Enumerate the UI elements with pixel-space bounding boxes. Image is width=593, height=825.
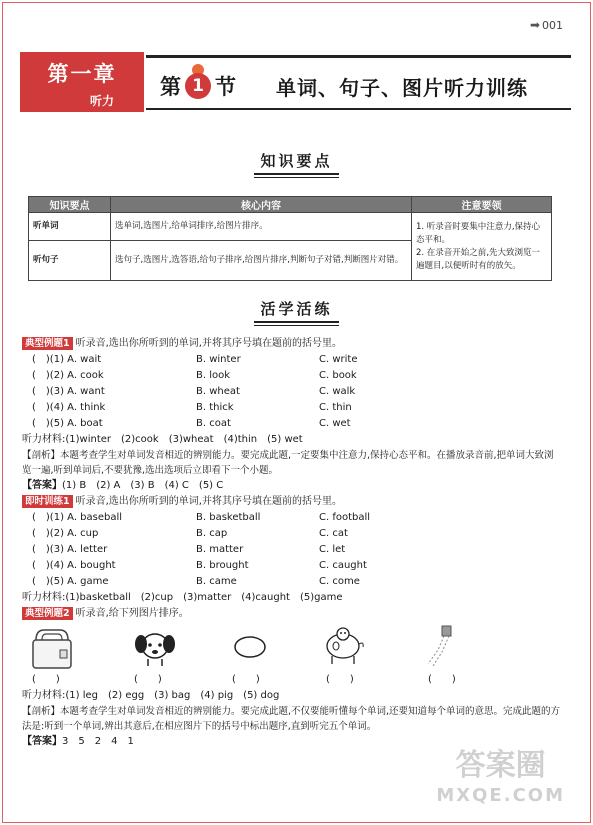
knowledge-heading: 知识要点 xyxy=(254,150,338,175)
listening-material: 听力材料:(1)basketball (2)cup (3)matter (4)caught (5)game xyxy=(22,592,343,603)
table-cell-notes xyxy=(412,213,552,281)
example-tag: 典型例题2 xyxy=(22,607,73,620)
answer-paren: ( ) xyxy=(32,674,60,685)
section-divider-top xyxy=(146,55,571,58)
chapter-subtitle: 听力 xyxy=(89,94,114,108)
dog-icon xyxy=(130,626,180,668)
answer-paren: ( ) xyxy=(326,674,354,685)
answer-text: (1) B (2) A (3) B (4) C (5) C xyxy=(62,480,224,491)
practice1-instruction: 即时训练1 听录音,选出你所听到的单词,并将其序号填在题前的括号里。 xyxy=(22,494,562,510)
table-header: 核心内容 xyxy=(111,197,412,213)
note-item: 2. 在录音开始之前,先大致浏览一遍题目,以便听时有的放矢。 xyxy=(416,247,541,271)
answer-line: 【答案】(1) B (2) A (3) B (4) C (5) C xyxy=(22,480,224,491)
list-item: ( )(3) A. want B. wheat C. walk xyxy=(32,386,356,397)
section-prefix: 第 xyxy=(160,75,181,99)
table-row xyxy=(29,213,552,241)
answer-text: 3 5 2 4 1 xyxy=(62,736,134,747)
picture-row xyxy=(22,624,562,688)
section-suffix: 节 xyxy=(215,75,236,99)
list-item: ( )(3) A. letter B. matter C. let xyxy=(32,544,346,555)
listening-material: 听力材料:(1) leg (2) egg (3) bag (4) pig (5) dog xyxy=(22,690,280,701)
list-item: ( )(4) A. bought B. brought C. caught xyxy=(32,560,367,571)
knowledge-table xyxy=(28,196,552,281)
analysis-text: 【剖析】本题考查学生对单词发音相近的辨别能力。要完成此题,一定要集中注意力,保持心态平和。在播放录音前,把单词大致浏览一遍,听到单词后,不要犹豫,选出选项后立即看下一个小题。 xyxy=(22,450,554,476)
note-item: 1. 听录音时要集中注意力,保持心态平和。 xyxy=(416,221,541,245)
table-cell-content: 选句子,选图片,选答语,给句子排序,给图片排序,判断句子对错,判断图片对错。 xyxy=(111,241,412,281)
table-cell-content: 选单词,选图片,给单词排序,给图片排序。 xyxy=(111,213,412,241)
exercise-content xyxy=(22,336,562,750)
list-item: ( )(1) A. baseball B. basketball C. football xyxy=(32,512,371,523)
list-item: ( )(4) A. think B. thick C. thin xyxy=(32,402,352,413)
table-header: 知识要点 xyxy=(29,197,111,213)
answer-paren: ( ) xyxy=(232,674,260,685)
table-header: 注意要领 xyxy=(412,197,552,213)
list-item: ( )(5) A. boat B. coat C. wet xyxy=(32,418,351,429)
table-cell-point: 听单词 xyxy=(29,213,111,241)
example-tag: 典型例题1 xyxy=(22,337,73,350)
table-header-row xyxy=(29,197,552,213)
listening-material: 听力材料:(1)winter (2)cook (3)wheat (4)thin (5) wet xyxy=(22,434,303,445)
egg-icon xyxy=(232,634,268,660)
practice-heading-wrap xyxy=(0,298,593,323)
section-number-flame-icon: 1 xyxy=(185,73,211,99)
watermark-logo: 答案圈 MXQE.COM xyxy=(436,748,565,806)
answer-paren: ( ) xyxy=(428,674,456,685)
practice-tag: 即时训练1 xyxy=(22,495,73,508)
pig-icon xyxy=(318,624,368,668)
answer-paren: ( ) xyxy=(134,674,162,685)
list-item: ( )(2) A. cook B. look C. book xyxy=(32,370,357,381)
chapter-title: 第一章 xyxy=(47,62,117,86)
example1-instruction: 典型例题1 听录音,选出你所听到的单词,并将其序号填在题前的括号里。 xyxy=(22,336,562,352)
table-cell-point: 听句子 xyxy=(29,241,111,281)
list-item: ( )(2) A. cup B. cap C. cat xyxy=(32,528,348,539)
example2-instruction: 典型例题2 听录音,给下列图片排序。 xyxy=(22,606,562,622)
page-number: ➡ 001 xyxy=(529,18,563,32)
practice-heading: 活学活练 xyxy=(254,298,338,323)
leg-icon xyxy=(418,624,462,670)
analysis-text: 【剖析】本题考查学生对单词发音相近的辨别能力。要完成此题,不仅要能听懂每个单词,还要知道每个单词的意思。完成此题的方法是:听到一个单词,辨出其意后,在相应图片下的括号中标出题序,直到听完五个单词。 xyxy=(22,706,561,732)
list-item: ( )(1) A. wait B. winter C. write xyxy=(32,354,358,365)
section-header xyxy=(160,68,570,104)
list-item: ( )(5) A. game B. came C. come xyxy=(32,576,360,587)
section-divider-bottom xyxy=(146,108,571,110)
bag-icon xyxy=(30,624,74,670)
section-title: 单词、句子、图片听力训练 xyxy=(276,75,528,100)
answer-line: 【答案】3 5 2 4 1 xyxy=(22,736,134,747)
knowledge-heading-wrap xyxy=(0,150,593,175)
chapter-badge xyxy=(20,52,144,112)
arrow-right-icon: ➡ xyxy=(529,18,540,32)
